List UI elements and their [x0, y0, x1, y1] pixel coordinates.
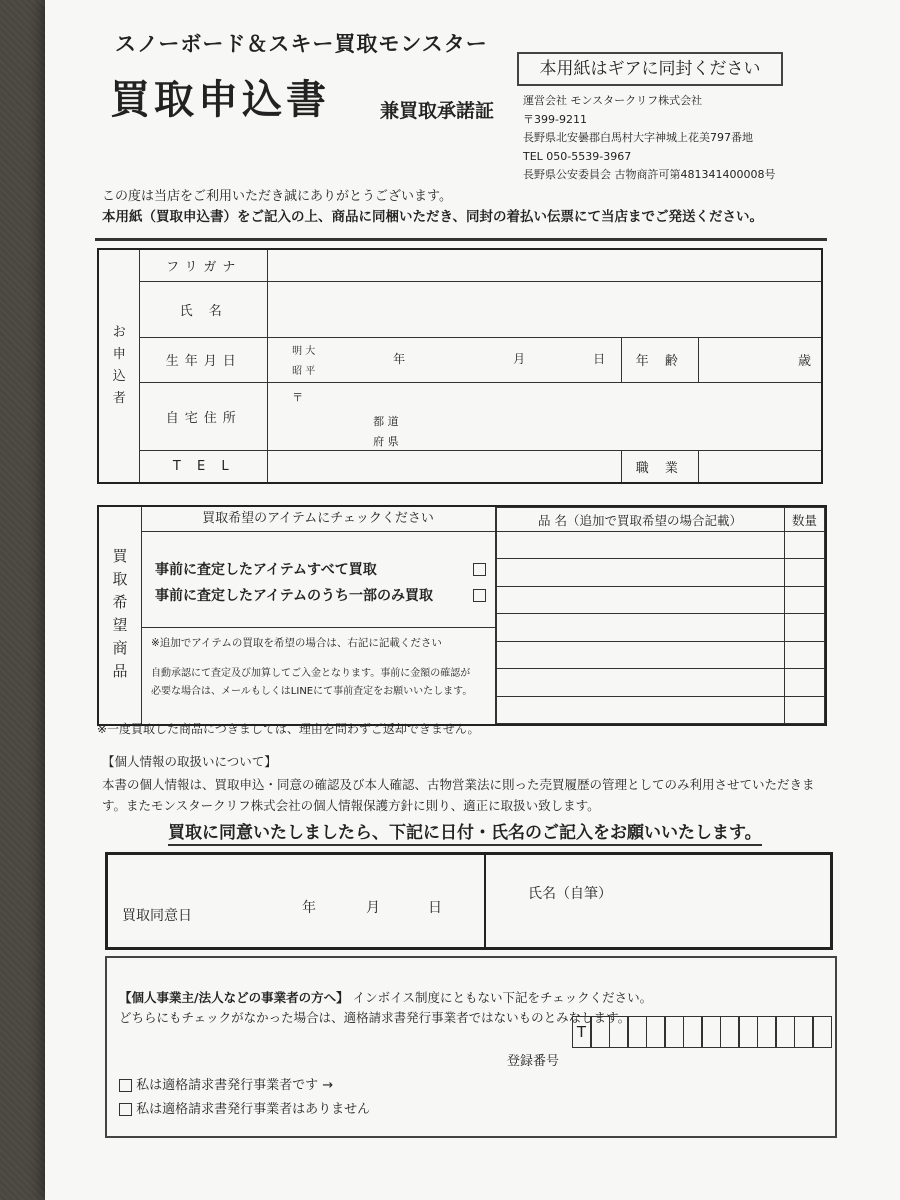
items-section-label: 買取希望商品 [99, 507, 142, 724]
option-all-label: 事前に査定したアイテムすべて買取 [155, 562, 377, 578]
consent-box [105, 852, 833, 950]
privacy-text: 本書の個人情報は、買取申込・同意の確認及び本人確認、古物営業法に則った売買履歴の管理としてのみ利用させていただきます。またモンスタークリフ株式会社の個人情報保護方針に則り、適正に取扱い致します。 [102, 777, 815, 813]
reg-digit-cell[interactable] [812, 1016, 832, 1048]
tel-label: T E L [140, 451, 268, 483]
reg-digit-cell[interactable] [794, 1016, 814, 1048]
form-title: 買取申込書 [110, 77, 330, 123]
applicant-section-label: お申込者 [98, 249, 140, 483]
consent-date-label: 買取同意日 [122, 908, 192, 924]
reg-digit-cell[interactable] [757, 1016, 777, 1048]
note-additional: ※追加でアイテムの買取を希望の場合は、右記に記載ください [151, 637, 442, 649]
age-unit: 歳 [797, 354, 811, 370]
option-part-checkbox[interactable] [473, 589, 486, 602]
company-info [523, 92, 775, 185]
thanks-text: この度は当店をご利用いただき誠にありがとうございます。 [102, 189, 452, 204]
furigana-label: フリガナ [140, 249, 268, 281]
invoice-yes-label: 私は適格請求書発行事業者です → [136, 1078, 334, 1093]
reg-digit-cell[interactable] [701, 1016, 721, 1048]
invoice-box [105, 956, 837, 1138]
birthdate-label: 生年月日 [140, 338, 268, 382]
product-name-cell[interactable] [496, 586, 785, 613]
reg-digit-cell[interactable] [590, 1016, 610, 1048]
reg-digit-cell[interactable] [738, 1016, 758, 1048]
name-field[interactable] [268, 281, 822, 337]
form-sheet [45, 0, 900, 1200]
instruction-text: 本用紙（買取申込書）をご記入の上、商品に同梱いただき、同封の着払い伝票にて当店までご発送ください。 [102, 209, 763, 225]
month-unit: 月 [513, 352, 526, 367]
product-header: 品 名（追加で買取希望の場合記載） [496, 508, 785, 532]
address-label: 自宅住所 [140, 382, 268, 451]
divider [141, 627, 495, 628]
option-all-checkbox[interactable] [473, 563, 486, 576]
furigana-field[interactable] [268, 249, 822, 281]
birthdate-field[interactable] [268, 338, 622, 382]
job-field[interactable] [698, 451, 822, 483]
applicant-table [97, 248, 823, 484]
invoice-option-no[interactable] [119, 1098, 370, 1117]
option-part-label: 事前に査定したアイテムのうち一部のみ買取 [155, 588, 434, 604]
product-name-cell[interactable] [496, 532, 785, 559]
product-name-cell[interactable] [496, 614, 785, 641]
company-line: 長野県公安委員会 古物商許可第481341400008号 [523, 168, 776, 181]
qty-header: 数量 [785, 508, 825, 532]
qty-cell[interactable] [785, 614, 825, 641]
company-line: 〒399-9211 [523, 112, 587, 126]
postal-mark: 〒 [292, 390, 304, 404]
name-label: 氏 名 [140, 281, 268, 337]
pref-top: 都 道 [373, 414, 399, 428]
reg-digit-cell[interactable] [683, 1016, 703, 1048]
day-unit: 日 [593, 352, 606, 367]
job-label: 職 業 [621, 451, 698, 483]
reg-digit-cell[interactable] [609, 1016, 629, 1048]
product-table [495, 507, 825, 724]
company-line: 運営会社 モンスタークリフ株式会社 [523, 94, 703, 107]
form-subtitle: 兼買取承諾証 [380, 100, 495, 122]
invoice-no-checkbox[interactable] [119, 1103, 132, 1116]
reg-digit-cell[interactable] [646, 1016, 666, 1048]
privacy-title: 【個人情報の取扱いについて】 [102, 754, 277, 769]
items-section [97, 505, 827, 726]
product-name-cell[interactable] [496, 669, 785, 696]
divider [484, 855, 486, 947]
registration-number-field[interactable] [573, 1016, 832, 1048]
era-top: 明 大 [292, 346, 316, 358]
qty-cell[interactable] [785, 669, 825, 696]
invoice-yes-checkbox[interactable] [119, 1079, 132, 1092]
consent-heading: 買取に同意いたしましたら、下記に日付・氏名のご記入をお願いいたします。 [168, 818, 762, 846]
tel-field[interactable] [268, 451, 622, 483]
invoice-no-label: 私は適格請求書発行事業者はありません [136, 1102, 371, 1117]
reg-digit-cell[interactable] [627, 1016, 647, 1048]
brand-name: スノーボード＆スキー買取モンスター [115, 32, 488, 56]
qty-cell[interactable] [785, 586, 825, 613]
check-header: 買取希望のアイテムにチェックください [141, 507, 495, 532]
invoice-heading: 【個人事業主/法人などの事業者の方へ】 [119, 990, 349, 1005]
signature-label: 氏名（自筆） [528, 886, 612, 902]
pref-bottom: 府 県 [373, 434, 399, 448]
product-name-cell[interactable] [496, 696, 785, 723]
refund-note: ※一度買取した商品につきましては、理由を問わずご返却できません。 [97, 722, 480, 736]
company-line: TEL 050-5539-3967 [523, 149, 632, 163]
address-field[interactable] [268, 382, 822, 451]
product-name-cell[interactable] [496, 641, 785, 668]
age-field[interactable] [698, 338, 822, 382]
company-line: 長野県北安曇郡白馬村大字神城上花美797番地 [523, 131, 753, 144]
invoice-heading-rest: インボイス制度にともない下記をチェックください。 [352, 990, 653, 1005]
qty-cell[interactable] [785, 696, 825, 723]
enclose-note: 本用紙はギアに同封ください [517, 52, 783, 86]
check-panel [141, 507, 497, 724]
reg-label: 登録番号 [507, 1054, 560, 1069]
product-name-cell[interactable] [496, 559, 785, 586]
reg-digit-cell[interactable] [664, 1016, 684, 1048]
age-label: 年 齢 [621, 338, 698, 382]
qty-cell[interactable] [785, 641, 825, 668]
invoice-line2: どちらにもチェックがなかった場合は、適格請求書発行事業者ではないものとみなします。 [119, 1010, 631, 1025]
reg-prefix: T [572, 1016, 592, 1048]
divider [95, 238, 827, 241]
reg-digit-cell[interactable] [775, 1016, 795, 1048]
invoice-heading-line [119, 988, 652, 1006]
qty-cell[interactable] [785, 532, 825, 559]
reg-digit-cell[interactable] [720, 1016, 740, 1048]
consent-year: 年 [302, 900, 316, 916]
consent-day: 日 [428, 900, 442, 916]
consent-month: 月 [366, 900, 380, 916]
year-unit: 年 [393, 352, 406, 367]
era-bottom: 昭 平 [292, 366, 316, 378]
note-auto: 自動承認にて査定及び加算してご入金となります。事前に金額の確認が必要な場合は、メールもしくはLINEにて事前査定をお願いいたします。 [151, 668, 473, 697]
qty-cell[interactable] [785, 559, 825, 586]
invoice-option-yes[interactable] [119, 1074, 333, 1093]
